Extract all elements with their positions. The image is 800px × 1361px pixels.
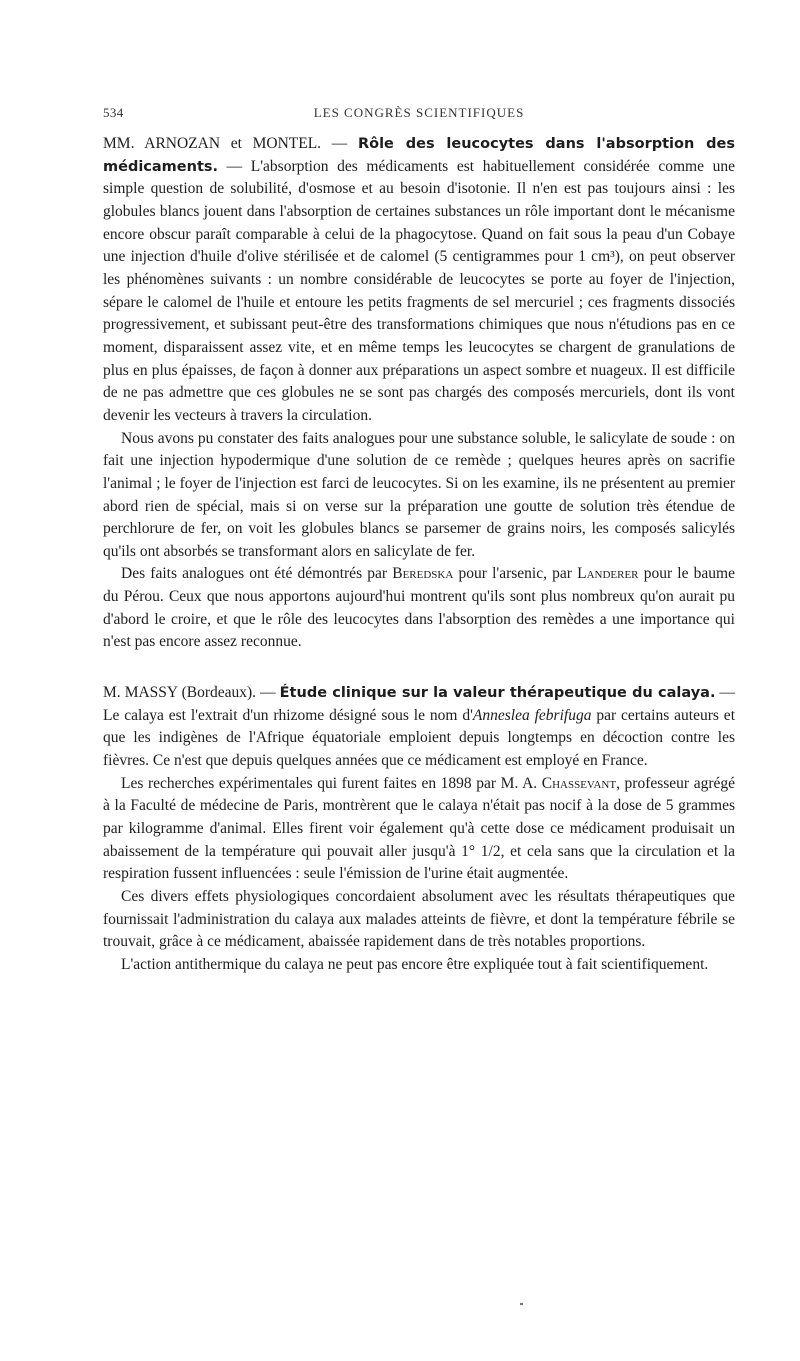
page-number: 534 <box>103 105 124 120</box>
article1-paragraph-3 <box>103 563 735 654</box>
author-name-landerer: Landerer <box>577 565 639 583</box>
article2-text-1b: par certains auteurs et que les indigènes de l'Afrique équatoriale emploient depuis longtemps en décoction contre les fièvres. Ce n'est que depuis quelques années que ce médicament est employé en France. <box>103 706 735 770</box>
article2-text-1a: — Le calaya est l'extrait d'un rhizome désigné sous le nom d' <box>103 684 736 724</box>
article1-text-3c: pour le baume du Pérou. Ceux que nous apportons aujourd'hui montrent qu'ils sont plus nombreux qu'on aurait pu d'abord le croire, et que le rôle des leucocytes dans l'absorption des remèdes a une importance qui n'est pas encore assez reconnue. <box>103 565 735 651</box>
article2-text-2a: Les recherches expérimentales qui furent faites en 1898 par M. A. <box>121 774 542 792</box>
article2-paragraph-1 <box>103 682 735 773</box>
running-header <box>103 100 735 122</box>
page <box>103 100 735 977</box>
latin-name: Anneslea febrifuga <box>472 706 592 724</box>
article1-text-1: — L'absorption des médicaments est habituellement considérée comme une simple question de solubilité, d'osmose et au besoin d'isotonie. Il n'en est pas toujours ainsi : les globules blancs jouent dans l'absorption de certaines substances un rôle important dont le mécanisme encore obscur paraît comparable à celui de la phagocytose. Quand on fait sous la peau d'un Cobaye une injection d'huile d'olive stérilisée et de calomel (5 centigrammes pour 1 cm³), on peut observer les phénomènes suivants : un nombre considérable de leucocytes se porte au foyer de l'injection, sépare le calomel de l'huile et entoure les petits fragments de sel mercuriel ; ces fragments dissociés progressivement, et subissant peut-être des transformations chimiques que nous n'étudions pas en ce moment, disparaissent assez vite, et en même temps les leucocytes se chargent de granulations de plus en plus épaisses, de façon à donner aux préparations un aspect sombre et nuageux. Il est difficile de ne pas admettre que ces globules ne se sont pas chargés des composés mercuriels, dont ils vont devenir les vecteurs à travers la circulation. <box>103 157 735 424</box>
author-name-chassevant: Chassevant <box>541 774 617 792</box>
running-title: LES CONGRÈS SCIENTIFIQUES <box>313 105 525 120</box>
article1-title: Rôle des leucocytes dans l'absorption des médicaments. <box>103 136 735 175</box>
article1-authors: MM. ARNOZAN et MONTEL. <box>103 135 322 152</box>
article-arnozan-montel <box>103 133 735 654</box>
print-speck <box>520 1303 523 1305</box>
article-gap <box>103 654 735 682</box>
article2-separator: — <box>256 684 280 702</box>
article1-paragraph-2: Nous avons pu constater des faits analogues pour une substance soluble, le salicylate de soude : on fait une injection hypodermique d'une solution de ce remède ; quelques heures après on sacrifie l'animal ; le foyer de l'injection est farci de leucocytes. Si on les examine, ils ne présentent au premier abord rien de spécial, mais si on verse sur la préparation une goutte de solution très étendue de perchlorure de fer, on voit les globules blancs se parsemer de grains noirs, les composés salicylés qu'ils ont absorbés se transformant alors en salicylate de fer. <box>103 429 735 560</box>
article1-separator: — <box>321 135 358 152</box>
article2-text-2b: , professeur agrégé à la Faculté de médecine de Paris, montrèrent que le calaya n'était pas nocif à la dose de 5 grammes par kilogramme d'animal. Elles firent voir également qu'à cette dose ce médicament produisait un abaissement de la température qui pouvait aller jusqu'à 1° 1/2, et cela sans que la circulation et la respiration fussent influencées : seule l'émission de l'urine était augmentée. <box>103 774 735 883</box>
article2-author: M. MASSY (Bordeaux). <box>103 684 257 702</box>
article2-title: Étude clinique sur la valeur thérapeutique du calaya. <box>279 685 716 702</box>
author-name-beredska: Beredska <box>392 565 454 583</box>
article2-paragraph-4: L'action antithermique du calaya ne peut pas encore être expliquée tout à fait scientifiquement. <box>121 955 709 973</box>
article1-text-3a: Des faits analogues ont été démontrés par <box>121 565 393 583</box>
article2-paragraph-2 <box>103 773 735 886</box>
article-massy <box>103 682 735 977</box>
article1-text-3b: pour l'arsenic, par <box>453 565 578 583</box>
article1-paragraph-1 <box>103 133 735 428</box>
article2-paragraph-3: Ces divers effets physiologiques concordaient absolument avec les résultats thérapeutiques que fournissait l'administration du calaya aux malades atteints de fièvre, et dont la température fébrile se trouvait, grâce à ce médicament, abaissée rapidement dans de très notables proportions. <box>103 888 735 951</box>
